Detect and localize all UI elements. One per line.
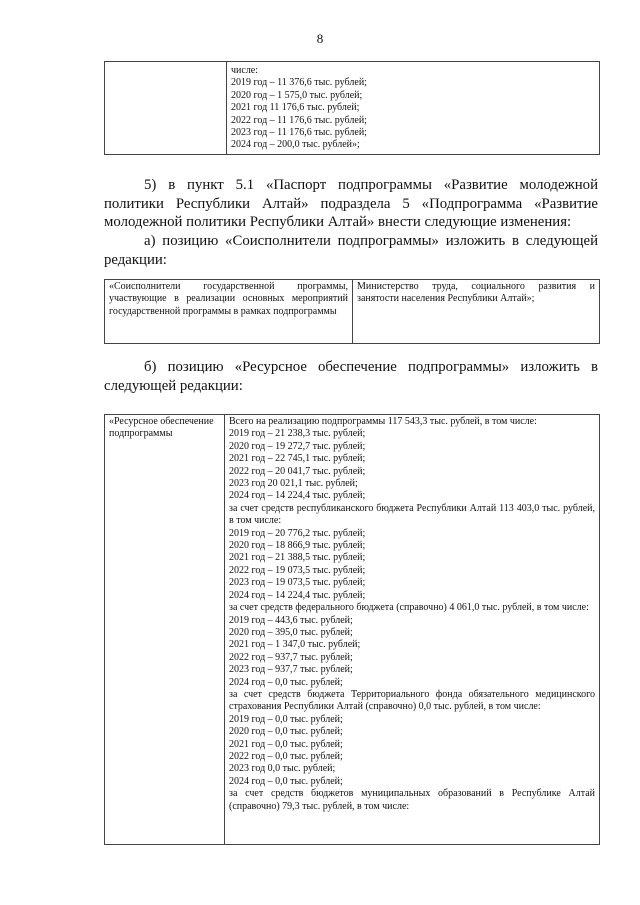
- text-line: 2021 год – 0,0 тыс. рублей;: [229, 738, 343, 750]
- text-line: 2020 год – 395,0 тыс. рублей;: [229, 626, 353, 638]
- text-line: за счет средств бюджета Территориального фонда обязательного медицинского страхования Республики Алтай (справочно) 0,0 тыс. рублей, в том числе:: [229, 688, 595, 713]
- text-line: 2019 год – 0,0 тыс. рублей;: [229, 713, 343, 725]
- co-executors-label-cell: «Соисполнители государственной программы, участвующие в реализации основных мероприятий государственной программы в рамках подпрограммы: [105, 280, 353, 344]
- text-line: 2020 год – 1 575,0 тыс. рублей;: [231, 89, 363, 101]
- paragraph-item-b: б) позицию «Ресурсное обеспечение подпрограммы» изложить в следующей редакции:: [104, 359, 598, 394]
- page-number: 8: [316, 31, 324, 46]
- text-line: за счет средств республиканского бюджета Республики Алтай 113 403,0 тыс. рублей, в том числе:: [229, 502, 595, 527]
- text-line: 2023 год 0,0 тыс. рублей;: [229, 763, 336, 775]
- text-line: 2020 год – 18 866,9 тыс. рублей;: [229, 540, 366, 552]
- text-line: 2021 год 11 176,6 тыс. рублей;: [231, 102, 360, 114]
- text-line: 2022 год – 19 073,5 тыс. рублей;: [229, 564, 366, 576]
- text-line: 2021 год – 1 347,0 тыс. рублей;: [229, 639, 361, 651]
- text-line: 2023 год – 11 176,6 тыс. рублей;: [231, 127, 367, 139]
- paragraph-item-5: 5) в пункт 5.1 «Паспорт подпрограммы «Развитие молодежной политики Республики Алтай» подраздела 5 «Подпрограмма «Развитие молодежной политики Республики Алтай» внести следующие изменения:: [104, 177, 598, 231]
- funding-table-continued: [104, 61, 600, 155]
- text-line: 2022 год – 0,0 тыс. рублей;: [229, 750, 343, 762]
- text-line: 2022 год – 11 176,6 тыс. рублей;: [231, 114, 367, 126]
- text-line: 2022 год – 20 041,7 тыс. рублей;: [229, 465, 366, 477]
- co-executors-table: [104, 279, 600, 344]
- text-line: 2024 год – 14 224,4 тыс. рублей;: [229, 490, 366, 502]
- text-line: за счет средств бюджетов муниципальных образований в Республике Алтай (справочно) 79,3 тыс. рублей, в том числе:: [229, 788, 595, 812]
- text-line: 2019 год – 11 376,6 тыс. рублей;: [231, 77, 367, 89]
- co-executors-value-cell: Министерство труда, социального развития и занятости населения Республики Алтай»;: [353, 280, 600, 344]
- resource-support-value-cell: [225, 415, 600, 845]
- text-line: 2023 год – 19 073,5 тыс. рублей;: [229, 577, 366, 589]
- text-line: 2019 год – 443,6 тыс. рублей;: [229, 614, 353, 626]
- paragraph-item-a: а) позицию «Соисполнители подпрограммы» изложить в следующей редакции:: [104, 233, 598, 268]
- text-line: 2024 год – 0,0 тыс. рублей;: [229, 676, 343, 688]
- text-line: Всего на реализацию подпрограммы 117 543,3 тыс. рублей, в том числе:: [229, 416, 537, 427]
- text-line: 2023 год – 937,7 тыс. рублей;: [229, 664, 353, 676]
- text-line: 2020 год – 0,0 тыс. рублей;: [229, 726, 343, 738]
- text-line: 2021 год – 21 388,5 тыс. рублей;: [229, 552, 366, 564]
- text-line: 2024 год – 0,0 тыс. рублей;: [229, 775, 343, 787]
- text-line: 2022 год – 937,7 тыс. рублей;: [229, 651, 353, 663]
- resource-support-label-cell: «Ресурсное обеспечение подпрограммы: [105, 415, 225, 845]
- text-line: 2024 год – 200,0 тыс. рублей»;: [231, 139, 360, 151]
- text-line: 2023 год 20 021,1 тыс. рублей;: [229, 478, 358, 490]
- text-line: 2021 год – 22 745,1 тыс. рублей;: [229, 453, 366, 465]
- text-line: 2019 год – 21 238,3 тыс. рублей;: [229, 428, 366, 440]
- text-line: за счет средств федерального бюджета (справочно) 4 061,0 тыс. рублей, в том числе:: [229, 602, 589, 614]
- text-line: числе:: [231, 65, 259, 76]
- text-line: 2020 год – 19 272,7 тыс. рублей;: [229, 440, 366, 452]
- table-cell-empty: [105, 62, 227, 155]
- table-cell-funding-years: [227, 62, 600, 155]
- text-line: 2019 год – 20 776,2 тыс. рублей;: [229, 527, 366, 539]
- resource-support-table: [104, 414, 600, 845]
- text-line: 2024 год – 14 224,4 тыс. рублей;: [229, 589, 366, 601]
